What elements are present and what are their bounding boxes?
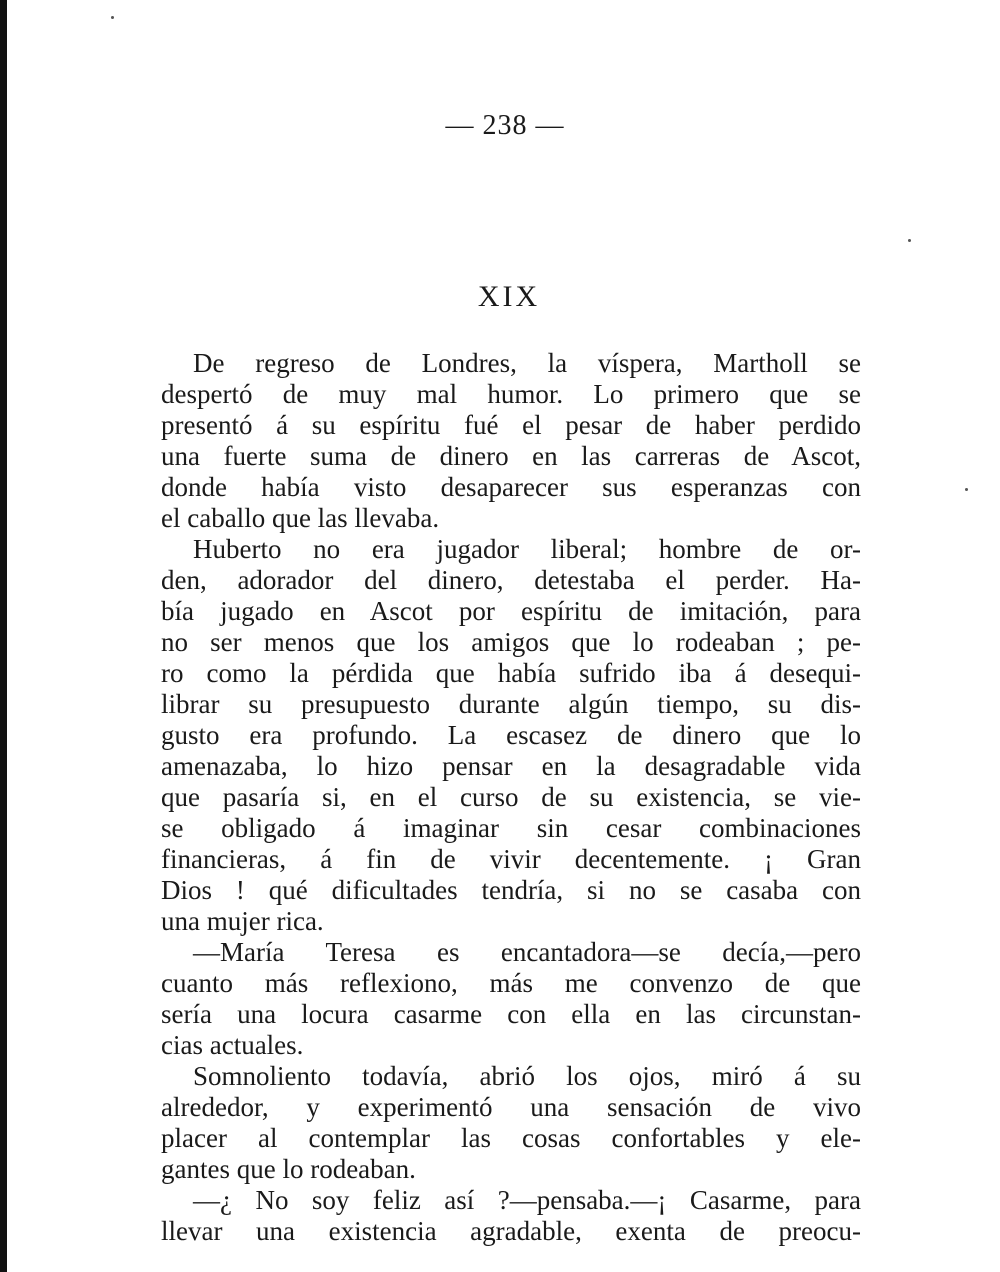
text-line: no ser menos que los amigos que lo rodeaban ; pe- (161, 627, 861, 657)
text-line: una fuerte suma de dinero en las carreras de Ascot, (161, 441, 861, 471)
text-line: gusto era profundo. La escasez de dinero que lo (161, 720, 861, 750)
text-line: bía jugado en Ascot por espíritu de imitación, para (161, 596, 861, 626)
text-line: alrededor, y experimentó una sensación de vivo (161, 1092, 861, 1122)
text-line: Dios ! qué dificultades tendría, si no se casaba con (161, 875, 861, 905)
chapter-title: XIX (477, 280, 541, 313)
text-line: De regreso de Londres, la víspera, Martholl se (193, 348, 861, 378)
speck-mark (908, 239, 911, 242)
body-text (161, 348, 861, 1247)
text-line: donde había visto desaparecer sus esperanzas con (161, 472, 861, 502)
text-line: cuanto más reflexiono, más me convenzo de que (161, 968, 861, 998)
text-line: den, adorador del dinero, detestaba el perder. Ha- (161, 565, 861, 595)
text-line: amenazaba, lo hizo pensar en la desagradable vida (161, 751, 861, 781)
text-line: llevar una existencia agradable, exenta de preocu- (161, 1216, 861, 1246)
text-line: —¿ No soy feliz así ?—pensaba.—¡ Casarme, para (193, 1185, 861, 1215)
text-line: el caballo que las llevaba. (161, 503, 440, 533)
text-line: Somnoliento todavía, abrió los ojos, miró á su (193, 1061, 861, 1091)
text-line: despertó de muy mal humor. Lo primero que se (161, 379, 861, 409)
text-line: cias actuales. (161, 1030, 304, 1060)
text-line: presentó á su espíritu fué el pesar de haber perdido (161, 410, 861, 440)
text-line: que pasaría si, en el curso de su existencia, se vie- (161, 782, 861, 812)
text-line: se obligado á imaginar sin cesar combinaciones (161, 813, 861, 843)
text-line: sería una locura casarme con ella en las circunstan- (161, 999, 861, 1029)
text-line: —María Teresa es encantadora—se decía,—pero (193, 937, 861, 967)
text-line: gantes que lo rodeaban. (161, 1154, 416, 1184)
speck-mark (111, 16, 114, 19)
text-line: Huberto no era jugador liberal; hombre de or- (193, 534, 861, 564)
page-number: — 238 — (445, 110, 565, 141)
text-line: librar su presupuesto durante algún tiempo, su dis- (161, 689, 861, 719)
text-line: ro como la pérdida que había sufrido iba á desequi- (161, 658, 861, 688)
text-line: placer al contemplar las cosas confortables y ele- (161, 1123, 861, 1153)
speck-mark (965, 488, 968, 491)
text-line: financieras, á fin de vivir decentemente. ¡ Gran (161, 844, 861, 874)
text-line: una mujer rica. (161, 906, 324, 936)
page-edge (0, 0, 7, 1272)
